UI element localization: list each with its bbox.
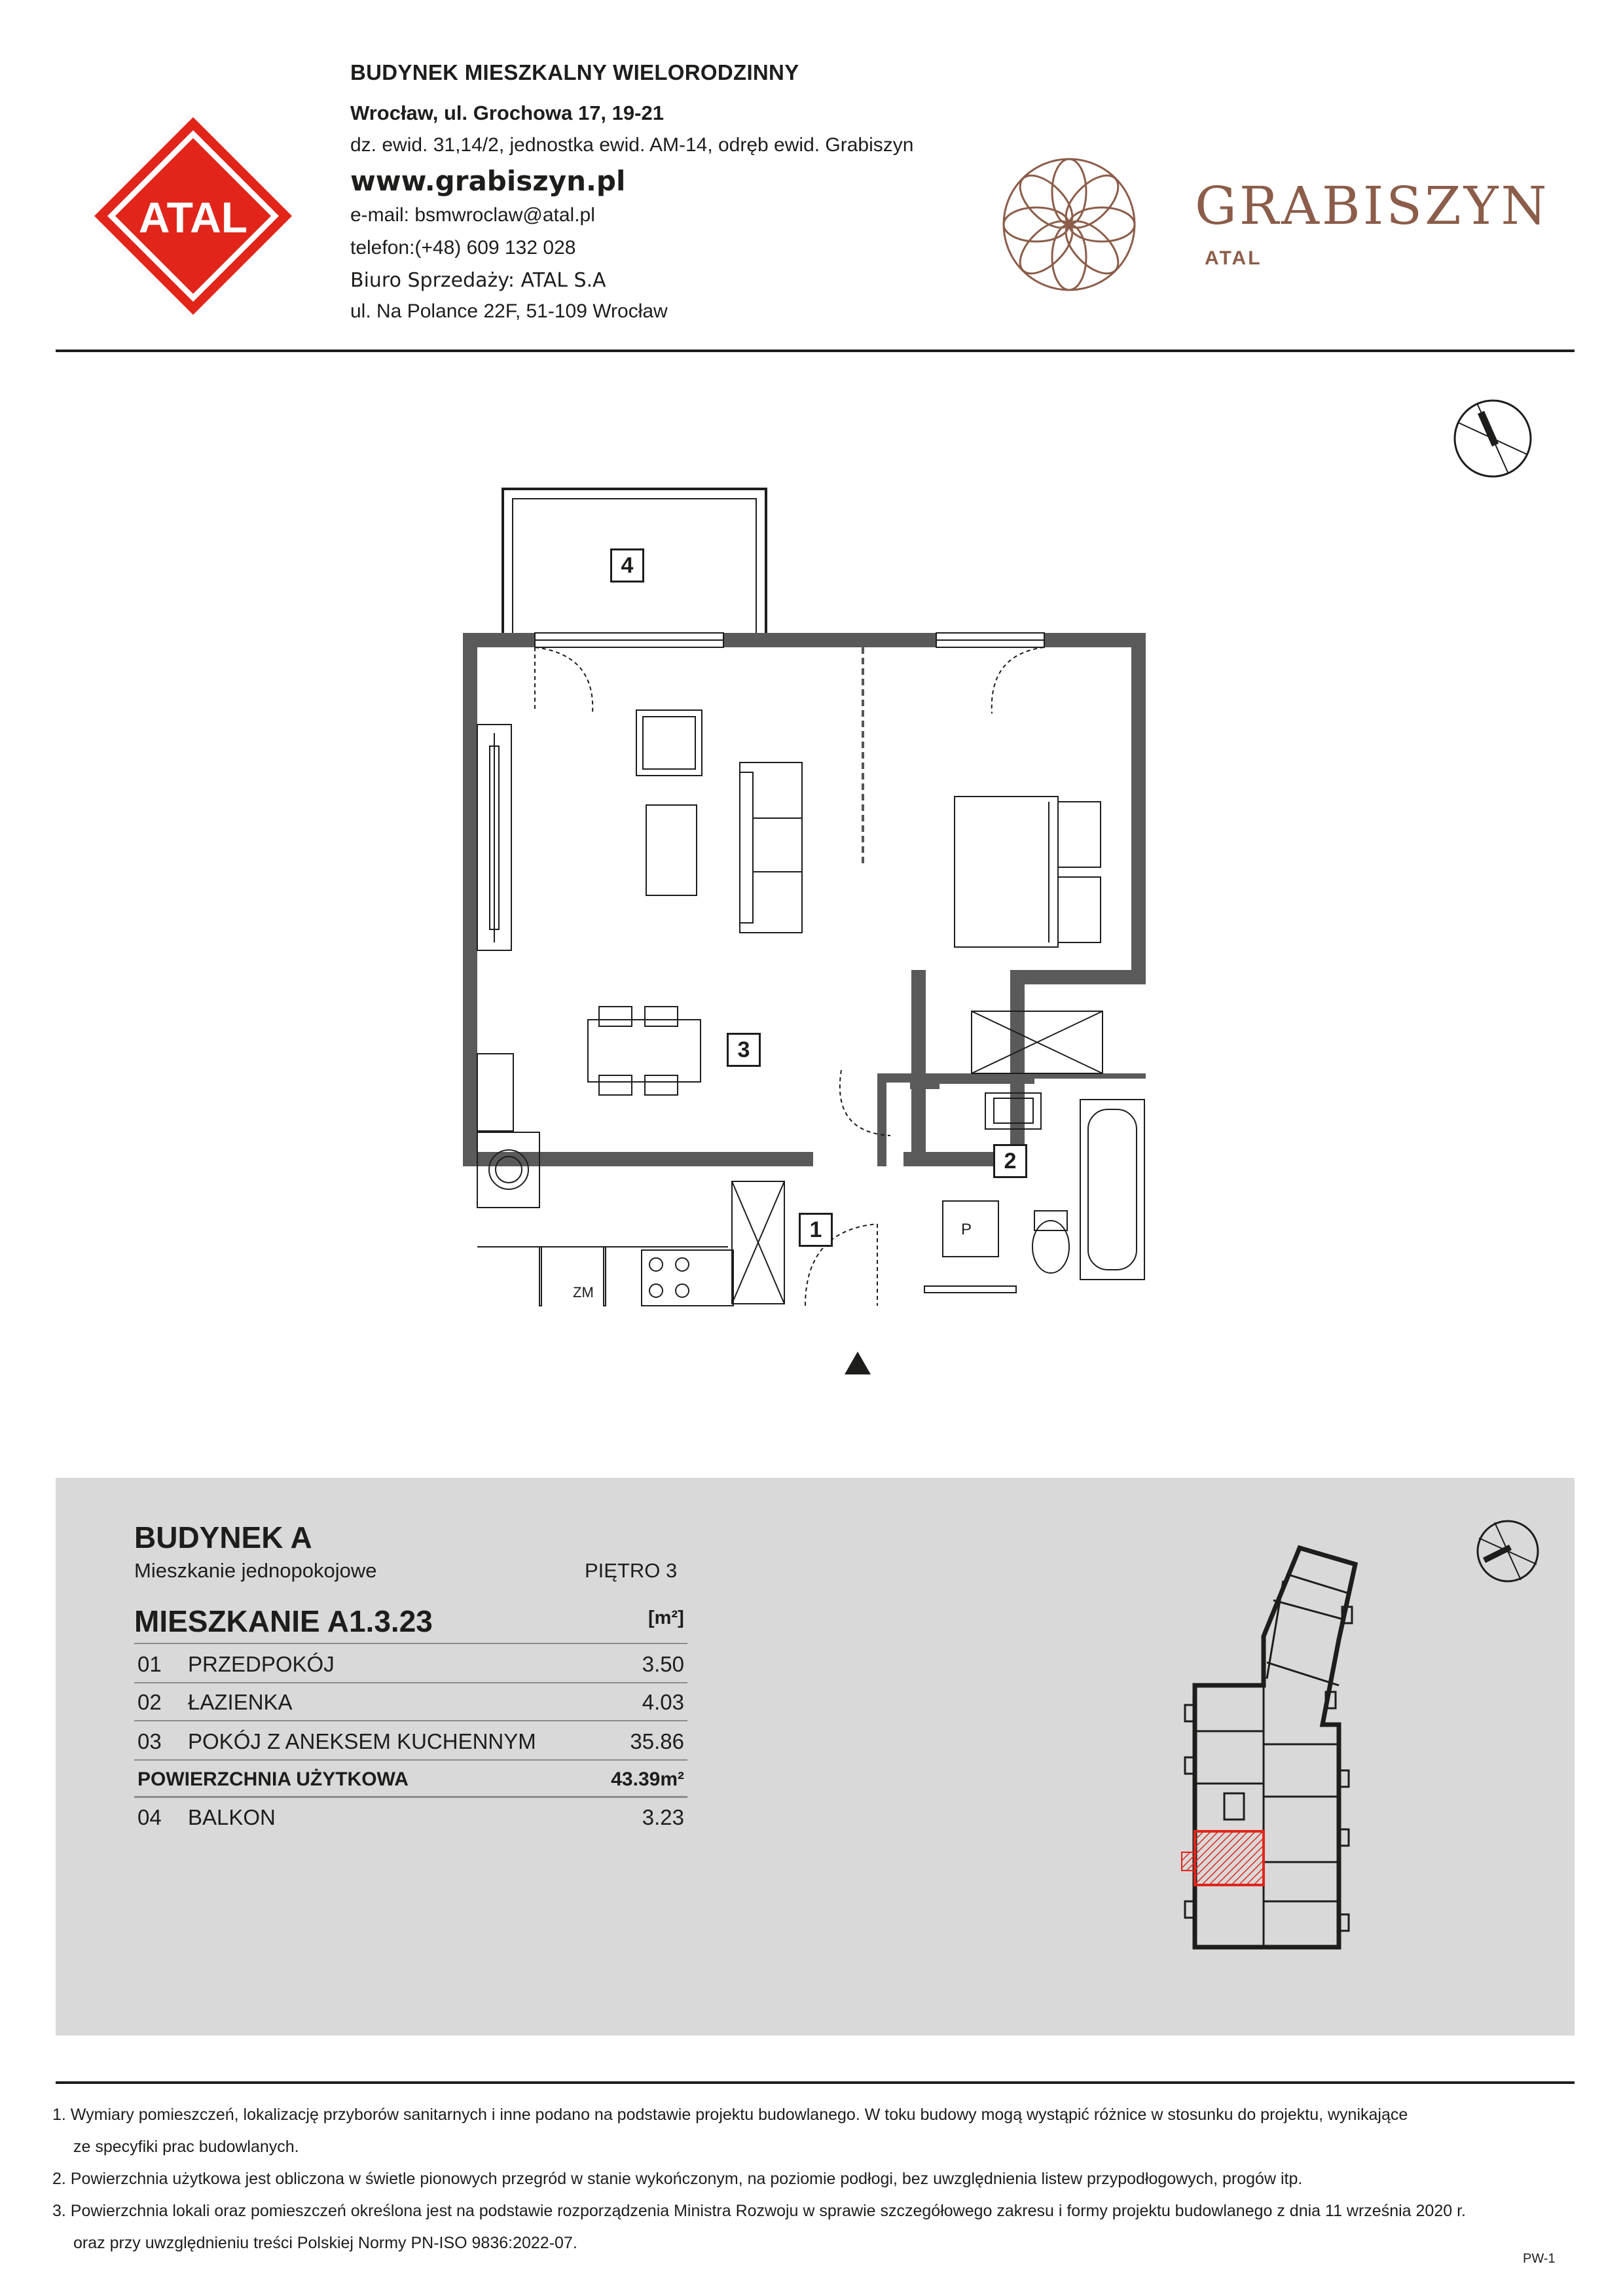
room-name: ŁAZIENKA — [188, 1690, 293, 1714]
apartment-number: MIESZKANIE A1.3.23 — [134, 1604, 433, 1638]
room-label-3: 3 — [727, 1033, 761, 1067]
floor-plan — [426, 471, 1211, 1407]
grabiszyn-emblem-icon — [1000, 156, 1138, 293]
kitchen-label: ZM — [573, 1284, 594, 1300]
floor-label: PIĘTRO 3 — [585, 1559, 678, 1582]
building-key-plan — [1172, 1522, 1401, 2000]
footnote: 2. Powierzchnia użytkowa jest obliczona w świetle pionowych przegród w stanie wykończonym, na poziomie podłogi, bez uwzględnienia listew przypodłogowych, progów itp. — [52, 2170, 1303, 2188]
footnote: ze specyfiki prac budowlanych. — [73, 2138, 299, 2156]
building-name: BUDYNEK A — [134, 1520, 312, 1554]
balcony-row — [134, 1797, 687, 1835]
room-number: 01 — [137, 1652, 162, 1676]
room-label-4: 4 — [610, 548, 644, 583]
brand-name: GRABISZYN — [1195, 175, 1550, 236]
room-name: POKÓJ Z ANEKSEM KUCHENNYM — [188, 1729, 536, 1753]
website-link[interactable]: www.grabiszyn.pl — [350, 165, 626, 197]
sales-office: Biuro Sprzedaży: ATAL S.A — [350, 269, 606, 292]
room-label-2: 2 — [993, 1144, 1027, 1178]
room-area: 3.50 — [642, 1652, 684, 1676]
apartment-type: Mieszkanie jednopokojowe — [134, 1559, 377, 1582]
total-area-value: 43.39m² — [611, 1768, 684, 1790]
atal-logo — [92, 115, 295, 317]
room-row — [134, 1643, 687, 1683]
sales-office-address: ul. Na Polance 22F, 51-109 Wrocław — [350, 300, 668, 322]
washer-label: P — [961, 1221, 972, 1238]
room-area: 3.23 — [642, 1805, 684, 1829]
phone-number: telefon:(+48) 609 132 028 — [350, 237, 576, 259]
room-number: 04 — [137, 1805, 162, 1829]
room-number: 03 — [137, 1729, 162, 1753]
project-address: Wrocław, ul. Grochowa 17, 19-21 — [350, 101, 664, 124]
footnote: oraz przy uwzględnieniu treści Polskiej Normy PN-ISO 9836:2022-07. — [73, 2234, 577, 2252]
footnote: 1. Wymiary pomieszczeń, lokalizację przyborów sanitarnych i inne podano na podstawie projektu budowlanego. W toku budowy mogą wystąpić różnice w stosunku do projektu, wynikające — [52, 2106, 1408, 2124]
room-area: 35.86 — [630, 1729, 684, 1753]
room-area: 4.03 — [642, 1690, 684, 1714]
header-divider — [56, 350, 1575, 352]
room-name: BALKON — [188, 1805, 276, 1829]
plot-info: dz. ewid. 31,14/2, jednostka ewid. AM-14, odręb ewid. Grabiszyn — [350, 134, 914, 156]
room-name: PRZEDPOKÓJ — [188, 1652, 335, 1676]
page-code: PW-1 — [1523, 2251, 1556, 2266]
apartment-highlight — [1195, 1831, 1264, 1885]
entrance-arrow-icon — [845, 1352, 871, 1374]
brand-subtitle: ATAL — [1205, 247, 1262, 269]
walls — [463, 633, 1146, 1179]
room-number: 02 — [137, 1690, 162, 1714]
total-area-label: POWIERZCHNIA UŻYTKOWA — [137, 1768, 409, 1790]
north-compass-icon — [1452, 398, 1533, 479]
room-label-1: 1 — [799, 1213, 833, 1247]
email-link[interactable]: e-mail: bsmwroclaw@atal.pl — [350, 204, 595, 226]
north-compass-icon — [1475, 1518, 1541, 1584]
total-area-row — [134, 1761, 687, 1798]
svg-text:ATAL: ATAL — [138, 193, 248, 242]
area-unit: [m²] — [648, 1607, 684, 1628]
footer-divider — [56, 2081, 1575, 2084]
document-title: BUDYNEK MIESZKALNY WIELORODZINNY — [350, 60, 799, 84]
room-row — [134, 1682, 687, 1721]
room-row — [134, 1721, 687, 1761]
footnote: 3. Powierzchnia lokali oraz pomieszczeń określona jest na podstawie rozporządzenia Ministra Rozwoju w sprawie szczegółowego zakresu i formy projektu budowlanego z dnia 11 września 2020 r. — [52, 2202, 1466, 2220]
